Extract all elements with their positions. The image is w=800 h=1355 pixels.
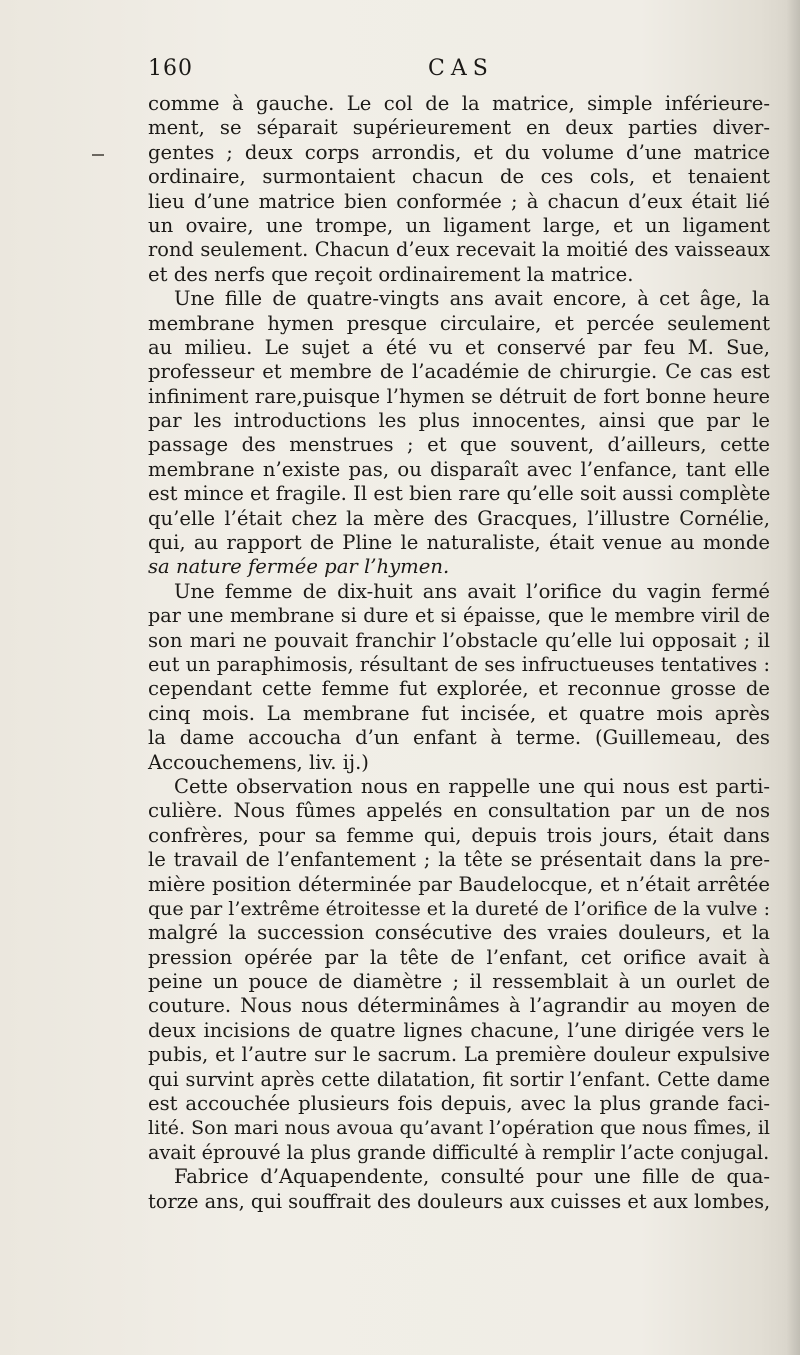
text-line: confrères, pour sa femme qui, depuis trois jours, était dans xyxy=(148,823,770,847)
text-line: par les introductions les plus innocentes, ainsi que par le xyxy=(148,409,770,433)
text-line: sa nature fermée par l’hymen. xyxy=(148,555,450,579)
text-line: Fabrice d’Aquapendente, consulté pour une fille de qua- xyxy=(174,1165,770,1189)
text-line: membrane hymen presque circulaire, et percée seulement xyxy=(148,311,770,335)
text-line: torze ans, qui souffrait des douleurs aux cuisses et aux lombes, xyxy=(148,1189,771,1213)
text-line: pression opérée par la tête de l’enfant, cet orifice avait à xyxy=(148,945,770,969)
text-line: son mari ne pouvait franchir l’obstacle qu’elle lui opposait ; il xyxy=(148,628,770,652)
text-line: par une membrane si dure et si épaisse, que le membre viril de xyxy=(148,604,770,628)
text-line: comme à gauche. Le col de la matrice, simple inférieure- xyxy=(148,92,770,115)
running-head: CAS xyxy=(428,56,494,81)
text-line: membrane n’existe pas, ou disparaît avec l’enfance, tant elle xyxy=(148,457,770,481)
text-line: Une femme de dix-huit ans avait l’orifice du vagin fermé xyxy=(174,579,770,603)
text-line: deux incisions de quatre lignes chacune, l’une dirigée vers le xyxy=(148,1018,770,1042)
text-line: pubis, et l’autre sur le sacrum. La première douleur expulsive xyxy=(148,1043,770,1067)
text-line: Une fille de quatre-vingts ans avait encore, à cet âge, la xyxy=(174,287,770,311)
text-line: lieu d’une matrice bien conformée ; à chacun d’eux était lié xyxy=(148,189,770,213)
page-header xyxy=(148,56,768,88)
text-line: le travail de l’enfantement ; la tête se présentait dans la pre- xyxy=(148,848,770,872)
text-line: ordinaire, surmontaient chacun de ces cols, et tenaient xyxy=(148,165,770,189)
text-line: Cette observation nous en rappelle une qui nous est parti- xyxy=(174,774,770,798)
text-line: professeur et membre de l’académie de chirurgie. Ce cas est xyxy=(148,360,770,384)
text-line: est mince et fragile. Il est bien rare qu’elle soit aussi complète xyxy=(148,482,771,506)
text-line: mière position déterminée par Baudelocque, et n’était arrêtée xyxy=(148,872,770,896)
text-line: gentes ; deux corps arrondis, et du volume d’une matrice xyxy=(148,140,770,164)
text-line: que par l’extrême étroitesse et la dureté de l’orifice de la vulve : xyxy=(148,897,770,920)
margin-mark xyxy=(92,154,104,156)
body-text xyxy=(148,92,770,1214)
text-line: au milieu. Le sujet a été vu et conservé par feu M. Sue, xyxy=(148,335,770,359)
text-line: rond seulement. Chacun d’eux recevait la moitié des vaisseaux xyxy=(148,238,770,262)
text-line: lité. Son mari nous avoua qu’avant l’opération que nous fîmes, il xyxy=(148,1117,770,1140)
text-line: eut un paraphimosis, résultant de ses infructueuses tentatives : xyxy=(148,652,770,676)
text-line: un ovaire, une trompe, un ligament large, et un ligament xyxy=(148,213,770,237)
text-line: la dame accoucha d’un enfant à terme. (Guillemeau, des xyxy=(148,726,770,750)
text-line: malgré la succession consécutive des vraies douleurs, et la xyxy=(148,921,770,945)
text-line: Accouchemens, liv. ij.) xyxy=(148,750,369,774)
text-line: avait éprouvé la plus grande difficulté à remplir l’acte conjugal. xyxy=(148,1140,770,1164)
text-line: et des nerfs que reçoit ordinairement la matrice. xyxy=(148,262,634,286)
text-line: couture. Nous nous déterminâmes à l’agrandir au moyen de xyxy=(148,994,770,1018)
page-edge-shadow xyxy=(786,0,800,1355)
text-line: qui, au rapport de Pline le naturaliste, était venue au monde xyxy=(148,531,770,555)
text-line: qu’elle l’était chez la mère des Gracques, l’illustre Cornélie, xyxy=(148,506,770,530)
text-line: ment, se séparait supérieurement en deux parties diver- xyxy=(148,116,770,140)
text-line: infiniment rare,puisque l’hymen se détruit de fort bonne heure xyxy=(148,384,770,408)
text-line: cinq mois. La membrane fut incisée, et quatre mois après xyxy=(148,701,770,725)
text-line: passage des menstrues ; et que souvent, d’ailleurs, cette xyxy=(148,433,770,457)
text-line: cependant cette femme fut explorée, et reconnue grosse de xyxy=(148,677,770,701)
text-line: est accouchée plusieurs fois depuis, avec la plus grande faci- xyxy=(148,1092,770,1116)
text-line: qui survint après cette dilatation, fit sortir l’enfant. Cette dame xyxy=(148,1067,770,1091)
text-line: peine un pouce de diamètre ; il ressemblait à un ourlet de xyxy=(148,970,770,994)
text-line: culière. Nous fûmes appelés en consultation par un de nos xyxy=(148,799,770,823)
page-number: 160 xyxy=(148,56,193,81)
